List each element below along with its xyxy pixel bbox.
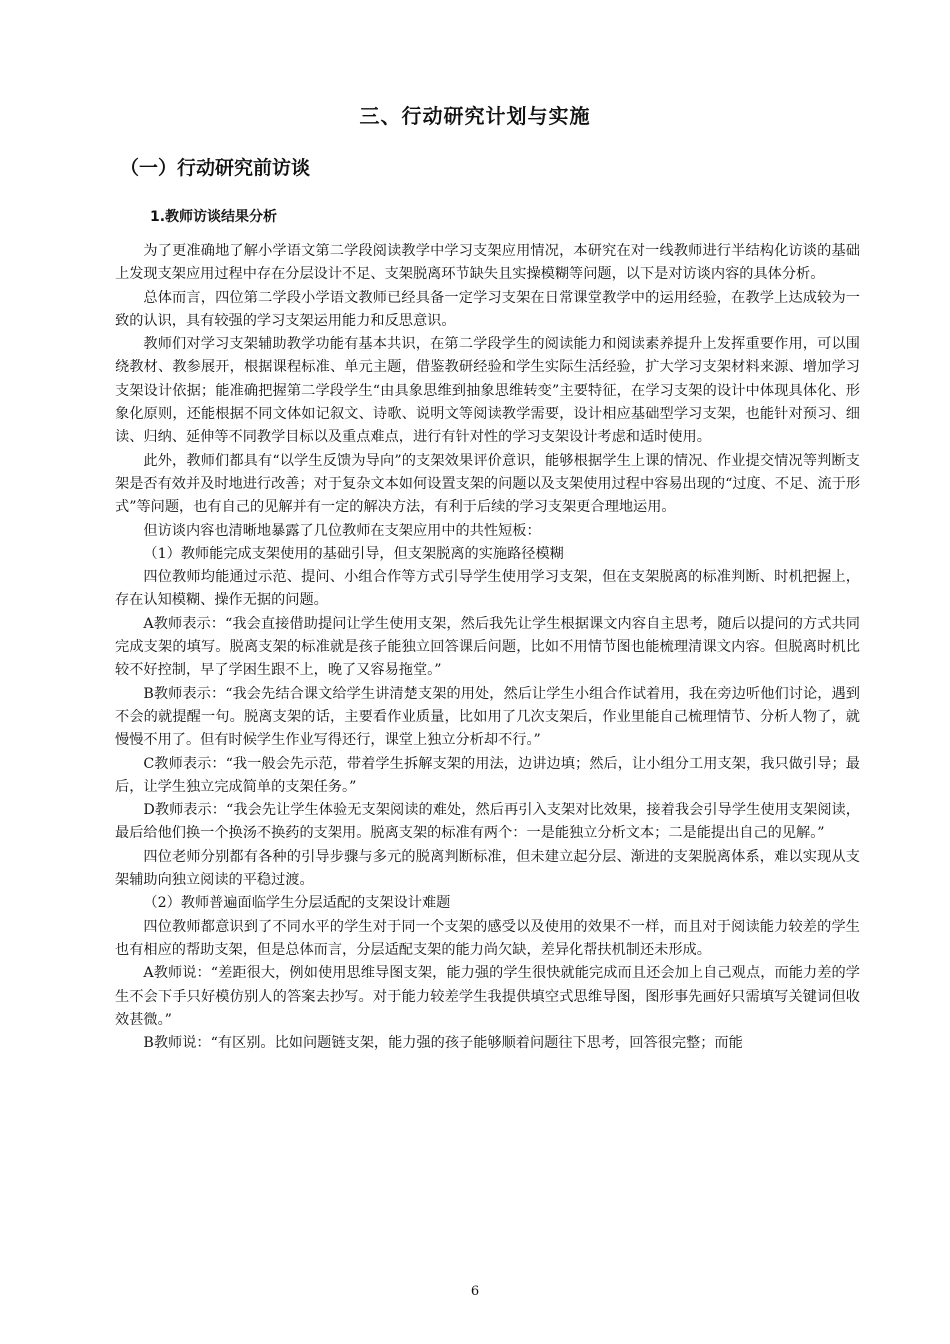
paragraph: 四位教师都意识到了不同水平的学生对于同一个支架的感受以及使用的效果不一样，而且对于阅读能力较差的学生也有相应的帮助支架，但是总体而言，分层适配支架的能力尚欠缺，差异化帮扶机制还未形成。	[115, 918, 860, 958]
paragraph: A教师表示：“我会直接借助提问让学生使用支架，然后我先让学生根据课文内容自主思考，随后以提问的方式共同完成支架的填写。脱离支架的标准就是孩子能独立回答课后问题，比如不用情节图也能梳理清课文内容。但脱离时机比较不好控制，早了学困生跟不上，晚了又容易拖堂。”	[115, 615, 860, 679]
paragraph: 但访谈内容也清晰地暴露了几位教师在支架应用中的共性短板：	[143, 522, 541, 539]
paragraph: B教师表示：“我会先结合课文给学生讲清楚支架的用处，然后让学生小组合作试着用，我在旁边听他们讨论，遇到不会的就提醒一句。脱离支架的话，主要看作业质量，比如用了几次支架后，作业里能自己梳理情节、分析人物了，就慢慢不用了。但有时候学生作业写得还行，课堂上独立分析却不行。”	[115, 685, 860, 749]
subsection-title: 1.教师访谈结果分析	[150, 209, 278, 225]
paragraph: 教师们对学习支架辅助教学功能有基本共识，在第二学段学生的阅读能力和阅读素养提升上发挥重要作用，可以围绕教材、教参展开，根据课程标准、单元主题，借鉴教研经验和学生实际生活经验，扩大学习支架材料来源、增加学习支架设计依据；能准确把握第二学段学生“由具象思维到抽象思维转变”主要特征，在学习支架的设计中体现具体化、形象化原则，还能根据不同文体如记叙文、诗歌、说明文等阅读教学需要，设计相应基础型学习支架，也能针对预习、细读、归纳、延伸等不同教学目标以及重点难点，进行有针对性的学习支架设计考虑和适时使用。	[115, 336, 860, 446]
paragraph: 此外，教师们都具有“以学生反馈为导向”的支架效果评价意识，能够根据学生上课的情况、作业提交情况等判断支架是否有效并及时地进行改善；对于复杂文本如何设置支架的问题以及支架使用过程中容易出现的“过度、不足、流于形式”等问题，也有自己的见解并有一定的解决方法，有利于后续的学习支架更合理地运用。	[115, 452, 861, 516]
paragraph: 为了更准确地了解小学语文第二学段阅读教学中学习支架应用情况，本研究在对一线教师进行半结构化访谈的基础上发现支架应用过程中存在分层设计不足、支架脱离环节缺失且实操模糊等问题，以下是对访谈内容的具体分析。	[115, 243, 860, 283]
paragraph-heading: （1）教师能完成支架使用的基础引导，但支架脱离的实施路径模糊	[143, 545, 564, 562]
paragraph: A教师说：“差距很大，例如使用思维导图支架，能力强的学生很快就能完成而且还会加上自己观点，而能力差的学生不会下手只好模仿别人的答案去抄写。对于能力较差学生我提供填空式思维导图，图形事先画好只需填写关键词但收效甚微。”	[115, 965, 860, 1028]
paragraph: 四位教师均能通过示范、提问、小组合作等方式引导学生使用学习支架，但在支架脱离的标准判断、时机把握上，存在认知模糊、操作无据的问题。	[115, 569, 860, 609]
paragraph-heading: （2）教师普遍面临学生分层适配的支架设计难题	[143, 895, 451, 912]
paragraph: D教师表示：“我会先让学生体验无支架阅读的难处，然后再引入支架对比效果，接着我会引导学生使用支架阅读，最后给他们换一个换汤不换药的支架用。脱离支架的标准有两个：一是能独立分析文本；二是能提出自己的见解。”	[115, 802, 860, 842]
paragraph: 总体而言，四位第二学段小学语文教师已经具备一定学习支架在日常课堂教学中的运用经验，在教学上达成较为一致的认识，具有较强的学习支架运用能力和反思意识。	[115, 289, 860, 329]
section-title: （一）行动研究前访谈	[120, 157, 311, 179]
paragraph: C教师表示：“我一般会先示范，带着学生拆解支架的用法，边讲边填；然后，让小组分工用支架，我只做引导；最后，让学生独立完成简单的支架任务。”	[115, 755, 860, 795]
body-text	[115, 240, 860, 1055]
page-number: 6	[470, 1284, 480, 1299]
chapter-title: 三、行动研究计划与实施	[359, 104, 591, 128]
paragraph: 四位老师分别都有各种的引导步骤与多元的脱离判断标准，但未建立起分层、渐进的支架脱离体系，难以实现从支架辅助向独立阅读的平稳过渡。	[115, 848, 860, 889]
paragraph: B教师说：“有区别。比如问题链支架，能力强的孩子能够顺着问题往下思考，回答很完整；而能	[143, 1035, 743, 1052]
